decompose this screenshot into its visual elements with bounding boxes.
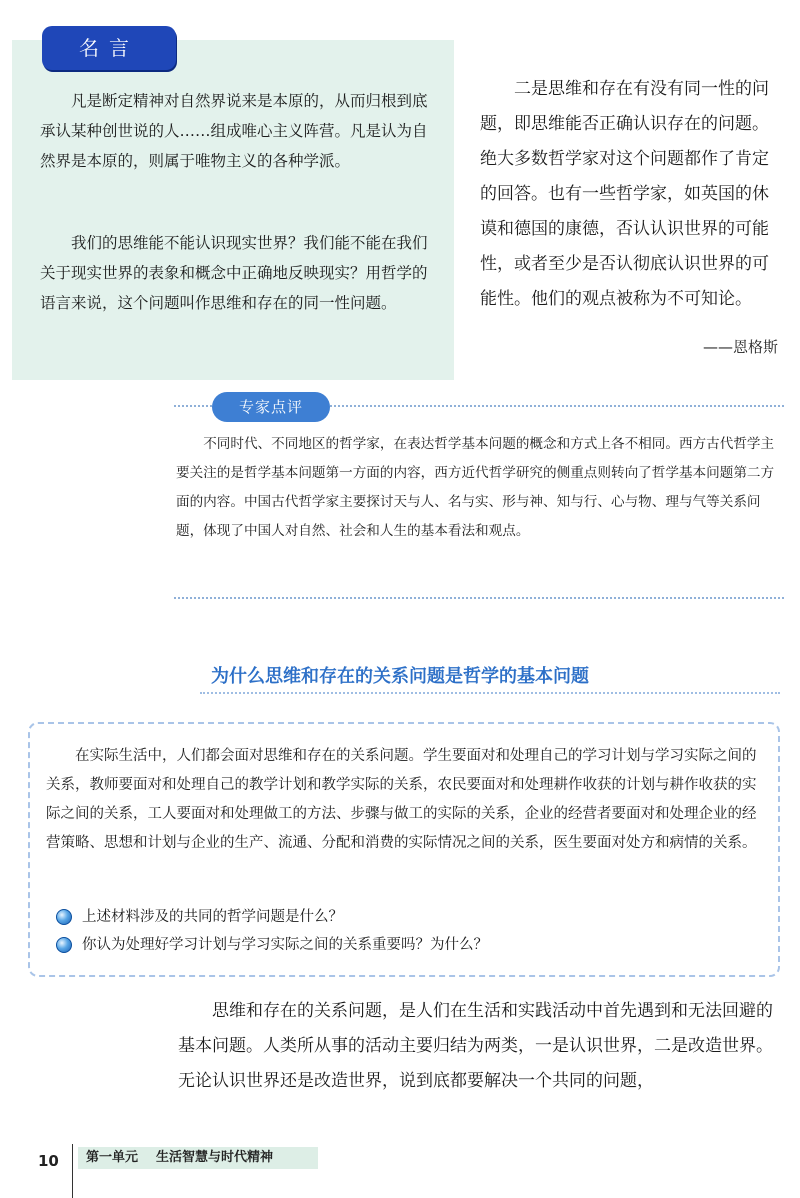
section-divider xyxy=(200,692,780,694)
quote-paragraph-1: 凡是断定精神对自然界说来是本原的，从而归根到底承认某种创世说的人……组成唯心主义阵营。凡是认为自然界是本原的，则属于唯物主义的各种学派。 xyxy=(40,92,428,170)
discussion-question-1 xyxy=(82,906,762,928)
unit-title: 生活智慧与时代精神 xyxy=(156,1150,274,1165)
quote-paragraph-2: 我们的思维能不能认识现实世界？我们能不能在我们关于现实世界的表象和概念中正确地反映现实？用哲学的语言来说，这个问题叫作思维和存在的同一性问题。 xyxy=(40,234,428,312)
question-text: 你认为处理好学习计划与学习实际之间的关系重要吗？为什么？ xyxy=(82,937,488,953)
expert-bottom-divider xyxy=(174,597,784,599)
quote-author: ——恩格斯 xyxy=(702,338,778,356)
discussion-text: 在实际生活中，人们都会面对思维和存在的关系问题。学生要面对和处理自己的学习计划与学习实际之间的关系，教师要面对和处理自己的教学计划和教学实际的关系，农民要面对和处理耕作收获的计划与耕作收获的实际之间的关系，工人要面对和处理做工的方法、步骤与做工的实际的关系，企业的经营者要面对和处理企业的经营策略、思想和计划与企业的生产、流通、分配和消费的实际情况之间的关系，医生要面对处方和病情的关系。 xyxy=(46,748,757,851)
right-column-text: 二是思维和存在有没有同一性的问题，即思维能否正确认识存在的问题。绝大多数哲学家对这个问题都作了肯定的回答。也有一些哲学家，如英国的休谟和德国的康德，否认认识世界的可能性，或者至少是否认彻底认识世界的可能性。他们的观点被称为不可知论。 xyxy=(480,79,769,309)
quote-tag: 名言 xyxy=(42,26,176,70)
footer-rule xyxy=(72,1144,73,1198)
page-number: 10 xyxy=(38,1152,59,1170)
expert-comment-text: 不同时代、不同地区的哲学家，在表达哲学基本问题的概念和方式上各不相同。西方古代哲学主要关注的是哲学基本问题第一方面的内容，西方近代哲学研究的侧重点则转向了哲学基本问题第二方面的内容。中国古代哲学家主要探讨天与人、名与实、形与神、知与行、心与物、理与气等关系问题，体现了中国人对自然、社会和人生的基本看法和观点。 xyxy=(176,436,775,539)
bullet-icon xyxy=(56,909,72,925)
section-title: 为什么思维和存在的关系问题是哲学的基本问题 xyxy=(211,666,589,687)
body-paragraph: 思维和存在的关系问题，是人们在生活和实践活动中首先遇到和无法回避的基本问题。人类所从事的活动主要归结为两类，一是认识世界，二是改造世界。无论认识世界还是改造世界，说到底都要解决一个共同的问题， xyxy=(178,1001,773,1091)
footer-unit-label xyxy=(78,1147,318,1169)
question-text: 上述材料涉及的共同的哲学问题是什么？ xyxy=(82,909,343,925)
bullet-icon xyxy=(56,937,72,953)
discussion-question-2 xyxy=(82,934,762,956)
expert-comment-tag: 专家点评 xyxy=(212,392,330,422)
unit-number: 第一单元 xyxy=(86,1150,139,1165)
